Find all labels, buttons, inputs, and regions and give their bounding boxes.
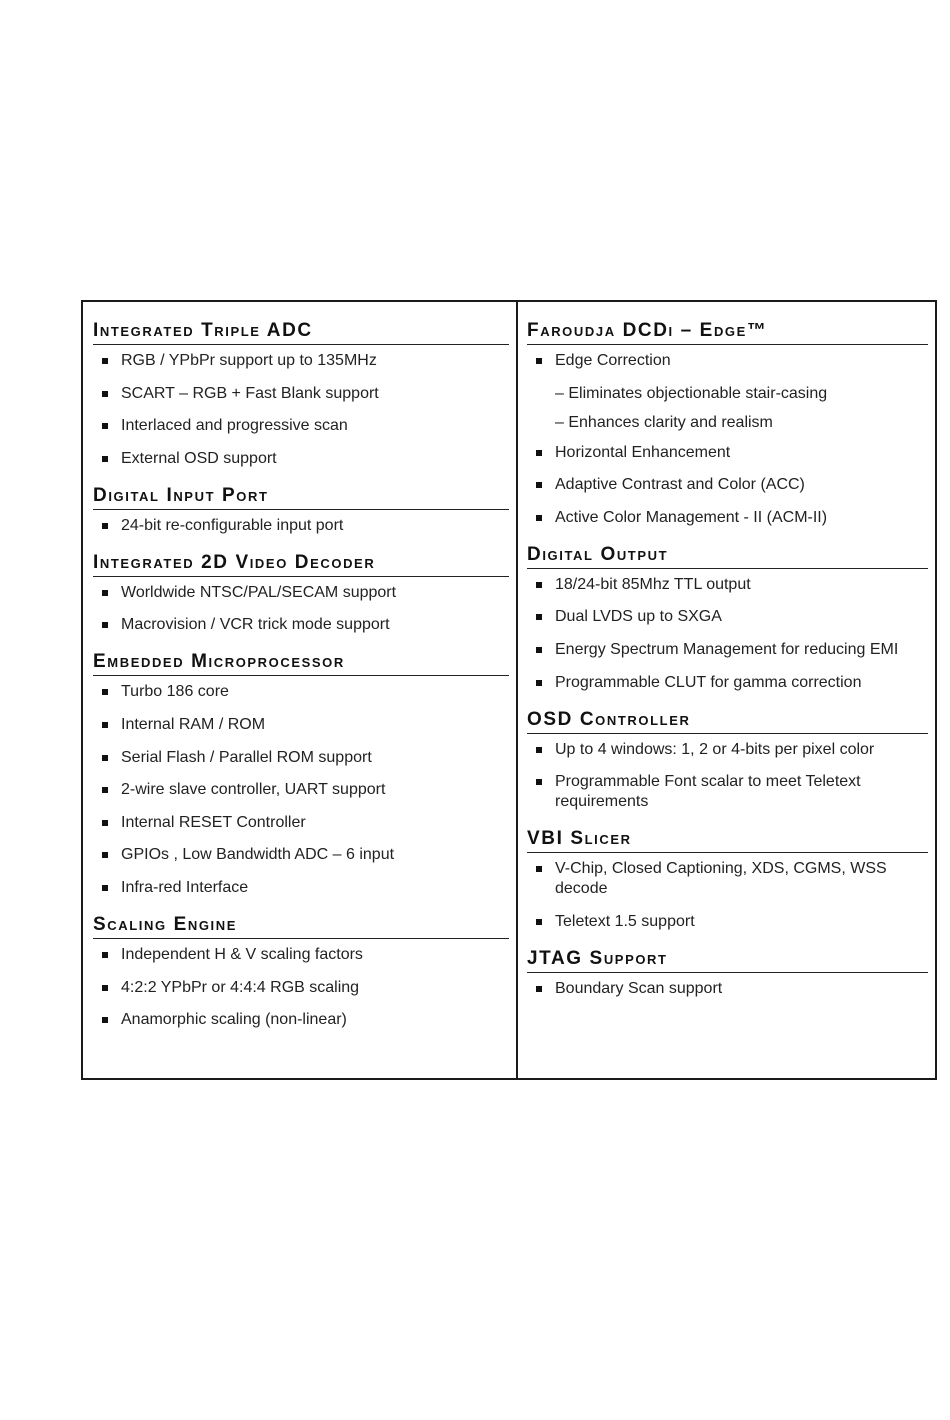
section-title: Scaling Engine <box>93 914 509 939</box>
feature-list <box>93 945 509 1030</box>
feature-text: Active Color Management - II (ACM-II) <box>555 508 828 526</box>
feature-item <box>93 813 509 833</box>
square-bullet-icon <box>102 456 108 462</box>
feature-item <box>93 978 509 998</box>
feature-list <box>527 979 928 999</box>
square-bullet-icon <box>102 722 108 728</box>
feature-list <box>527 740 928 813</box>
square-bullet-icon <box>536 919 542 925</box>
square-bullet-icon <box>102 952 108 958</box>
feature-item <box>93 1010 509 1030</box>
feature-text: Worldwide NTSC/PAL/SECAM support <box>121 583 397 601</box>
feature-item <box>527 443 928 463</box>
feature-text: Up to 4 windows: 1, 2 or 4-bits per pixel color <box>555 740 875 758</box>
feature-item <box>93 945 509 965</box>
feature-item <box>527 979 928 999</box>
square-bullet-icon <box>536 582 542 588</box>
square-bullet-icon <box>536 866 542 872</box>
section-vbi-slicer <box>527 828 928 932</box>
square-bullet-icon <box>536 779 542 785</box>
feature-text: Anamorphic scaling (non-linear) <box>121 1011 347 1029</box>
feature-text: GPIOs , Low Bandwidth ADC – 6 input <box>121 846 395 864</box>
section-faroudja-dcdi-edge <box>527 320 928 528</box>
feature-list <box>527 859 928 932</box>
feature-list <box>93 682 509 898</box>
feature-text: Programmable CLUT for gamma correction <box>555 673 862 691</box>
feature-text: Turbo 186 core <box>121 683 229 701</box>
feature-text: Adaptive Contrast and Color (ACC) <box>555 476 805 494</box>
feature-text: Internal RESET Controller <box>121 813 306 831</box>
square-bullet-icon <box>536 358 542 364</box>
feature-text: Energy Spectrum Management for reducing EMI <box>555 640 899 658</box>
square-bullet-icon <box>102 885 108 891</box>
feature-item <box>93 615 509 635</box>
feature-item <box>93 384 509 404</box>
square-bullet-icon <box>536 986 542 992</box>
square-bullet-icon <box>536 647 542 653</box>
square-bullet-icon <box>536 482 542 488</box>
square-bullet-icon <box>536 450 542 456</box>
feature-item <box>93 682 509 702</box>
feature-text: Serial Flash / Parallel ROM support <box>121 748 372 766</box>
feature-text: V-Chip, Closed Captioning, XDS, CGMS, WSS decode <box>555 860 887 898</box>
feature-text: Interlaced and progressive scan <box>121 417 348 435</box>
square-bullet-icon <box>536 680 542 686</box>
feature-item <box>527 772 928 812</box>
section-title: Digital Input Port <box>93 485 509 510</box>
feature-list <box>527 575 928 693</box>
section-title: Digital Output <box>527 544 928 569</box>
feature-text: – Enhances clarity and realism <box>555 414 773 432</box>
feature-item <box>93 748 509 768</box>
feature-text: 2-wire slave controller, UART support <box>121 781 386 799</box>
right-column <box>518 302 935 1078</box>
section-title: Integrated 2D Video Decoder <box>93 552 509 577</box>
feature-item <box>527 912 928 932</box>
feature-text: Macrovision / VCR trick mode support <box>121 616 390 634</box>
feature-text: Internal RAM / ROM <box>121 715 266 733</box>
section-digital-output <box>527 544 928 693</box>
feature-text: Infra-red Interface <box>121 878 249 896</box>
feature-item <box>93 516 509 536</box>
feature-text: Programmable Font scalar to meet Teletext requirements <box>555 773 861 811</box>
feature-item <box>527 673 928 693</box>
square-bullet-icon <box>102 985 108 991</box>
section-title: OSD Controller <box>527 709 928 734</box>
square-bullet-icon <box>102 423 108 429</box>
feature-subitem <box>527 384 928 404</box>
feature-text: Teletext 1.5 support <box>555 912 695 930</box>
square-bullet-icon <box>102 523 108 529</box>
feature-text: Boundary Scan support <box>555 979 723 997</box>
section-osd-controller <box>527 709 928 813</box>
section-digital-input-port <box>93 485 509 536</box>
feature-item <box>527 351 928 371</box>
feature-table <box>81 300 937 1080</box>
square-bullet-icon <box>102 622 108 628</box>
section-integrated-triple-adc <box>93 320 509 469</box>
feature-text: SCART – RGB + Fast Blank support <box>121 384 379 402</box>
feature-item <box>93 583 509 603</box>
section-title: VBI Slicer <box>527 828 928 853</box>
section-title: Embedded Microprocessor <box>93 651 509 676</box>
feature-text: Dual LVDS up to SXGA <box>555 608 722 626</box>
feature-text: RGB / YPbPr support up to 135MHz <box>121 352 377 369</box>
feature-text: Independent H & V scaling factors <box>121 945 363 963</box>
square-bullet-icon <box>102 590 108 596</box>
feature-item <box>93 449 509 469</box>
feature-item <box>93 845 509 865</box>
feature-item <box>93 878 509 898</box>
square-bullet-icon <box>102 1017 108 1023</box>
left-column <box>83 302 518 1078</box>
section-embedded-microprocessor <box>93 651 509 898</box>
section-integrated-2d-video-decoder <box>93 552 509 636</box>
square-bullet-icon <box>102 689 108 695</box>
feature-item <box>93 351 509 371</box>
square-bullet-icon <box>536 614 542 620</box>
feature-item <box>93 715 509 735</box>
feature-item <box>527 575 928 595</box>
feature-item <box>93 416 509 436</box>
feature-item <box>527 740 928 760</box>
square-bullet-icon <box>102 852 108 858</box>
section-title: JTAG Support <box>527 948 928 973</box>
square-bullet-icon <box>102 820 108 826</box>
section-title: Integrated Triple ADC <box>93 320 509 345</box>
section-scaling-engine <box>93 914 509 1030</box>
feature-item <box>93 780 509 800</box>
feature-list <box>93 351 509 469</box>
feature-item <box>527 859 928 899</box>
feature-text: Edge Correction <box>555 352 671 369</box>
feature-text: Horizontal Enhancement <box>555 443 731 461</box>
feature-text: – Eliminates objectionable stair-casing <box>555 384 828 402</box>
square-bullet-icon <box>102 358 108 364</box>
square-bullet-icon <box>536 515 542 521</box>
square-bullet-icon <box>102 391 108 397</box>
section-jtag-support <box>527 948 928 999</box>
square-bullet-icon <box>102 787 108 793</box>
feature-subitem <box>527 413 928 433</box>
square-bullet-icon <box>536 747 542 753</box>
feature-text: 18/24-bit 85Mhz TTL output <box>555 575 751 593</box>
feature-list <box>93 516 509 536</box>
section-title: Faroudja DCDi – Edge™ <box>527 320 928 345</box>
feature-item <box>527 508 928 528</box>
feature-list <box>93 583 509 636</box>
feature-item <box>527 640 928 660</box>
feature-list <box>527 351 928 528</box>
feature-text: 24-bit re-configurable input port <box>121 516 344 534</box>
square-bullet-icon <box>102 755 108 761</box>
feature-item <box>527 475 928 495</box>
feature-text: External OSD support <box>121 449 277 467</box>
feature-text: 4:2:2 YPbPr or 4:4:4 RGB scaling <box>121 978 360 996</box>
feature-item <box>527 607 928 627</box>
